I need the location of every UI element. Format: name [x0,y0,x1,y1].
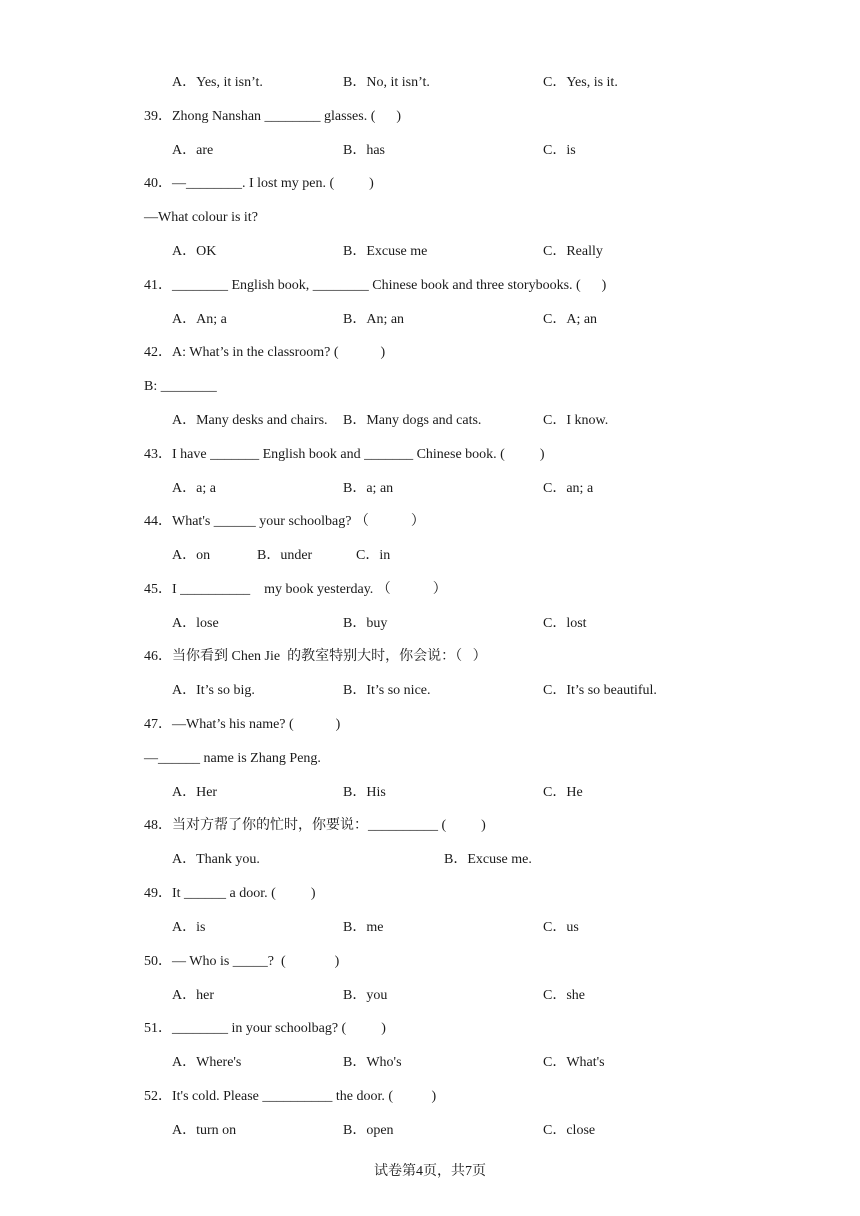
q50-option-a: A．her [172,988,214,1003]
q51-stem: 51．________ in your schoolbag? ( ) [144,1021,386,1036]
q45-option-a: A．lose [172,616,219,631]
q52-option-a: A．turn on [172,1123,237,1138]
q40-stem: 40．—________. I lost my pen. ( ) [144,176,374,191]
q45-option-c: C．lost [543,616,587,631]
q45-stem: 45．I __________ my book yesterday. （ ） [144,582,447,597]
q42-reply: B: ________ [144,379,217,394]
q46-option-c: C．It’s so beautiful. [543,683,657,698]
q38-option-c: C．Yes, is it. [543,75,618,90]
q51-option-c: C．What's [543,1055,605,1070]
q43-option-b: B．a; an [343,481,394,496]
q40-option-c: C．Really [543,244,603,259]
q49-option-c: C．us [543,920,579,935]
q50-option-c: C．she [543,988,585,1003]
q52-option-c: C．close [543,1123,596,1138]
q47-option-c: C．He [543,785,583,800]
q41-option-a: A．An; a [172,312,227,327]
page-footer: 试卷第4页，共7页 [374,1164,486,1179]
q52-stem: 52．It's cold. Please __________ the door. ( ) [144,1089,437,1104]
q38-option-a: A．Yes, it isn’t. [172,75,263,90]
q41-option-c: C．A; an [543,312,598,327]
q42-option-a: A．Many desks and chairs. [172,413,328,428]
q39-option-a: A．are [172,143,214,158]
q46-option-a: A．It’s so big. [172,683,255,698]
q49-option-a: A．is [172,920,206,935]
q41-stem: 41．________ English book, ________ Chinese book and three storybooks. ( ) [144,278,607,293]
q44-option-c: C．in [356,548,391,563]
q43-option-c: C．an; a [543,481,594,496]
q47-option-a: A．Her [172,785,218,800]
q39-option-c: C．is [543,143,576,158]
q47-stem: 47．—What’s his name? ( ) [144,717,341,732]
q38-option-b: B．No, it isn’t. [343,75,430,90]
q43-stem: 43．I have _______ English book and _______ Chinese book. ( ) [144,447,545,462]
q46-option-b: B．It’s so nice. [343,683,431,698]
q46-stem: 46．当你看到 Chen Jie 的教室特别大时，你会说：（ ） [144,649,487,664]
q47-reply: —______ name is Zhang Peng. [144,751,321,766]
q51-option-a: A．Where's [172,1055,242,1070]
q39-stem: 39．Zhong Nanshan ________ glasses. ( ) [144,109,402,124]
q42-option-b: B．Many dogs and cats. [343,413,482,428]
q45-option-b: B．buy [343,616,388,631]
q41-option-b: B．An; an [343,312,405,327]
q50-stem: 50．— Who is _____? ( ) [144,954,340,969]
q48-option-b: B．Excuse me. [444,852,532,867]
q47-option-b: B．His [343,785,386,800]
q52-option-b: B．open [343,1123,394,1138]
q44-option-b: B．under [257,548,313,563]
q44-option-a: A．on [172,548,211,563]
q48-stem: 48．当对方帮了你的忙时，你要说：__________ ( ) [144,818,486,833]
q39-option-b: B．has [343,143,385,158]
q50-option-b: B．you [343,988,388,1003]
q49-option-b: B．me [343,920,384,935]
q40-option-b: B．Excuse me [343,244,428,259]
q40-option-a: A．OK [172,244,217,259]
q43-option-a: A．a; a [172,481,216,496]
q42-option-c: C．I know. [543,413,609,428]
q51-option-b: B．Who's [343,1055,402,1070]
q48-option-a: A．Thank you. [172,852,260,867]
q40-reply: —What colour is it? [144,210,258,225]
q44-stem: 44．What's ______ your schoolbag? （ ） [144,514,425,529]
q49-stem: 49．It ______ a door. ( ) [144,886,316,901]
q42-stem: 42．A: What’s in the classroom? ( ) [144,345,386,360]
